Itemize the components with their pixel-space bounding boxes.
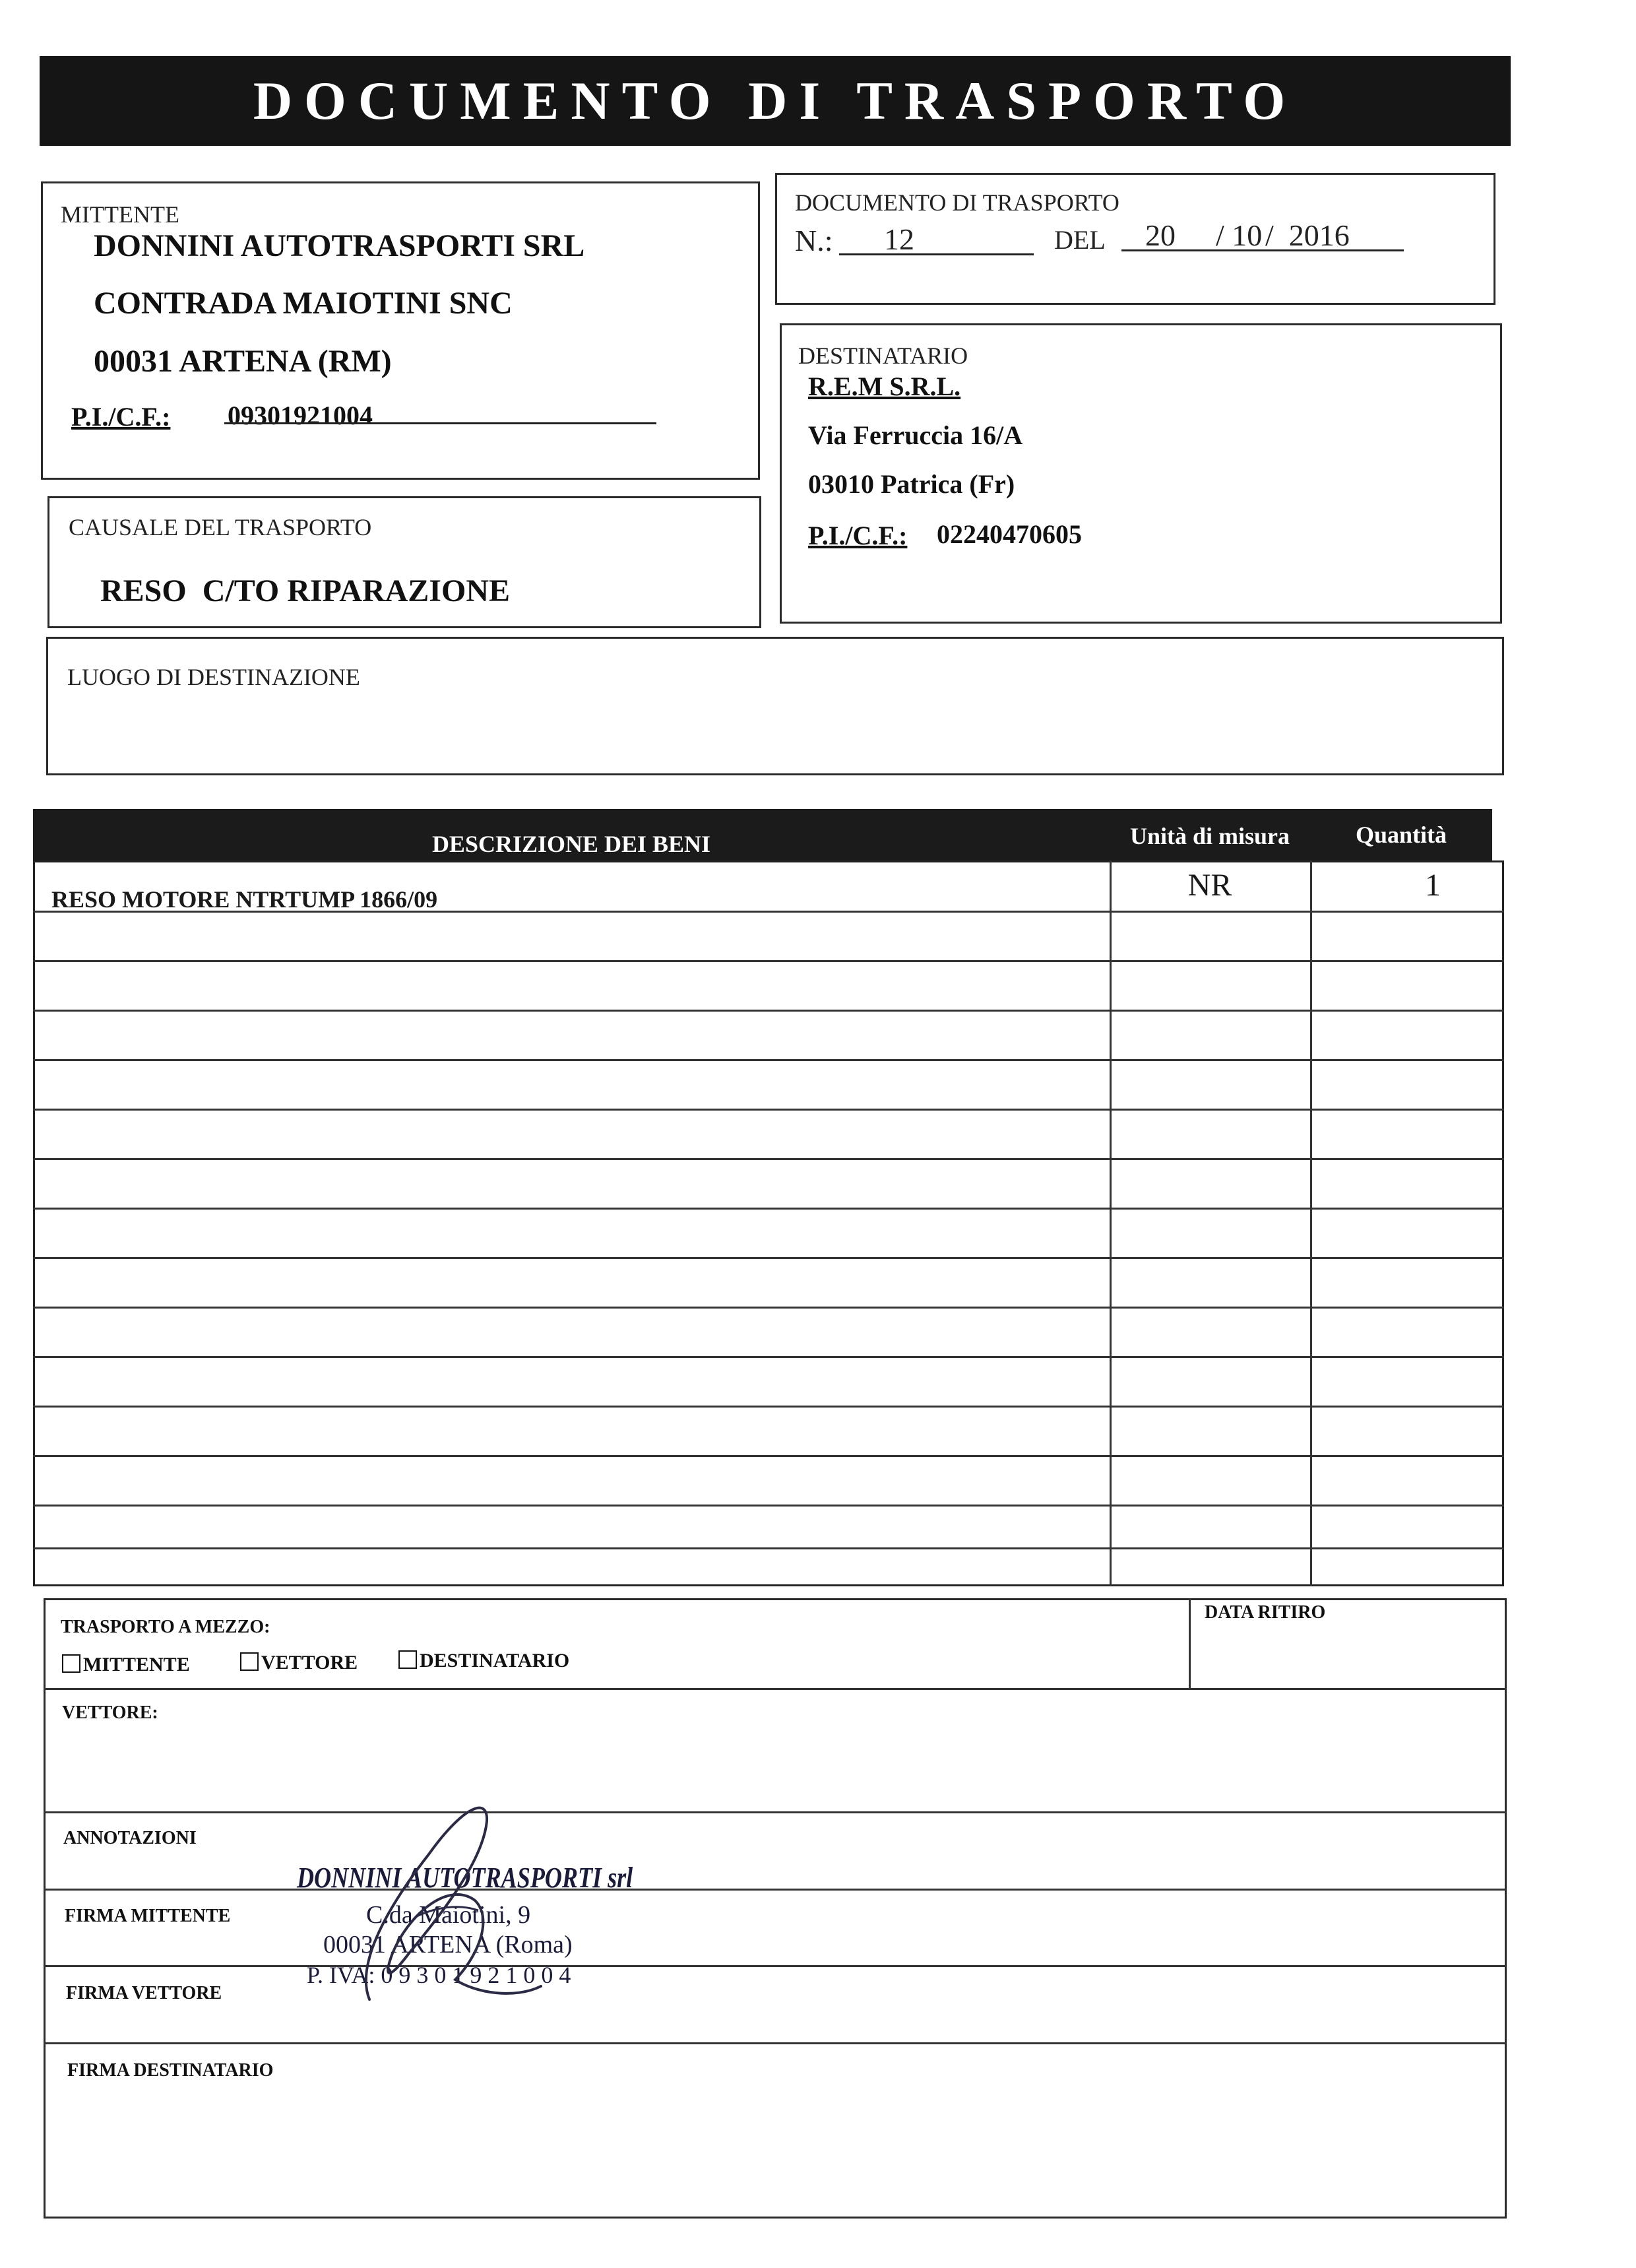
mittente-piva-label: P.I./C.F.:: [71, 402, 171, 432]
mittente-name: DONNINI AUTOTRASPORTI SRL: [94, 228, 585, 263]
option-vettore-label: VETTORE: [261, 1652, 358, 1673]
mittente-address: CONTRADA MAIOTINI SNC: [94, 286, 513, 321]
documento-date-line: [1121, 249, 1404, 251]
mittente-label: MITTENTE: [61, 201, 179, 228]
documento-number: 12: [884, 222, 914, 256]
checkbox-destinatario[interactable]: [398, 1650, 417, 1669]
documento-n-label: N.:: [795, 224, 833, 257]
trasporto-box: [44, 1598, 1507, 2219]
goods-row-line: [33, 1158, 1504, 1160]
documento-label: DOCUMENTO DI TRASPORTO: [795, 189, 1119, 216]
goods-row-quantity: 1: [1425, 868, 1441, 903]
destinatario-address: Via Ferruccia 16/A: [808, 420, 1023, 450]
option-mittente-label: MITTENTE: [83, 1654, 190, 1675]
annotazioni-label: ANNOTAZIONI: [63, 1828, 197, 1848]
firma-vettore-row-line: [44, 2042, 1507, 2044]
goods-row-line: [33, 1208, 1504, 1210]
goods-header-quantity: Quantità: [1355, 822, 1447, 848]
goods-row-line: [33, 1109, 1504, 1111]
firma-mittente-label: FIRMA MITTENTE: [65, 1906, 231, 1926]
goods-row-line: [33, 1547, 1504, 1549]
vettore-label: VETTORE:: [62, 1702, 158, 1723]
data-ritiro-divider: [1189, 1598, 1191, 1688]
option-mittente[interactable]: [62, 1654, 190, 1676]
causale-label: CAUSALE DEL TRASPORTO: [69, 514, 372, 540]
trasporto-label: TRASPORTO A MEZZO:: [61, 1617, 270, 1637]
goods-header-unit: Unità di misura: [1129, 823, 1290, 849]
destinatario-city: 03010 Patrica (Fr): [808, 469, 1015, 499]
goods-row-line: [33, 1406, 1504, 1408]
trasporto-row-line: [44, 1688, 1507, 1690]
goods-row-line: [33, 960, 1504, 962]
vettore-row-line: [44, 1811, 1507, 1813]
firma-mittente-row-line: [44, 1965, 1507, 1967]
destinatario-label: DESTINATARIO: [798, 342, 968, 369]
causale-value: RESO C/TO RIPARAZIONE: [100, 573, 510, 608]
document-title: DOCUMENTO DI TRASPORTO: [253, 71, 1298, 131]
destinatario-piva-label: P.I./C.F.:: [808, 521, 908, 550]
destinatario-piva: 02240470605: [937, 519, 1082, 549]
documento-del-label: DEL: [1054, 225, 1106, 255]
checkbox-vettore[interactable]: [240, 1652, 259, 1671]
stamp-city: 00031 ARTENA (Roma): [323, 1931, 573, 1959]
luogo-label: LUOGO DI DESTINAZIONE: [67, 664, 360, 690]
mittente-piva: 09301921004: [228, 401, 373, 430]
destinatario-name: R.E.M S.R.L.: [808, 372, 961, 401]
stamp-address: C.da Maiotini, 9: [366, 1901, 531, 1929]
documento-number-line: [839, 253, 1034, 255]
goods-col-divider: [1110, 860, 1112, 1586]
option-destinatario-label: DESTINATARIO: [420, 1650, 570, 1671]
goods-row-unit: NR: [1187, 868, 1232, 903]
goods-row-line: [33, 1505, 1504, 1507]
annotazioni-row-line: [44, 1889, 1507, 1891]
documento-year: / 2016: [1265, 218, 1350, 252]
goods-header-description: DESCRIZIONE DEI BENI: [431, 831, 711, 857]
goods-row-line: [33, 1455, 1504, 1457]
firma-vettore-label: FIRMA VETTORE: [66, 1983, 222, 2003]
documento-day: 20: [1145, 218, 1176, 252]
goods-row-description: RESO MOTORE NTRTUMP 1866/09: [51, 886, 438, 913]
goods-row-line: [33, 1010, 1504, 1012]
mittente-city: 00031 ARTENA (RM): [94, 344, 392, 379]
checkbox-mittente[interactable]: [62, 1654, 80, 1673]
mittente-piva-line: [224, 422, 656, 424]
goods-row-line: [33, 1307, 1504, 1309]
option-destinatario[interactable]: [398, 1650, 569, 1672]
luogo-box: [46, 637, 1504, 775]
goods-col-divider: [1310, 860, 1312, 1586]
goods-table-body: [33, 860, 1504, 1586]
stamp-company: DONNINI AUTOTRASPORTI srl: [297, 1862, 633, 1894]
data-ritiro-label: DATA RITIRO: [1205, 1602, 1326, 1623]
documento-month: / 10: [1216, 218, 1263, 252]
goods-row-line: [33, 1356, 1504, 1358]
option-vettore[interactable]: [240, 1652, 358, 1674]
goods-row-line: [33, 1257, 1504, 1259]
goods-row-line: [33, 1059, 1504, 1061]
stamp-piva: P. IVA: 0 9 3 0 1 9 2 1 0 0 4: [307, 1962, 571, 1988]
firma-destinatario-label: FIRMA DESTINATARIO: [67, 2060, 274, 2081]
signature-mittente: [277, 1782, 620, 2006]
